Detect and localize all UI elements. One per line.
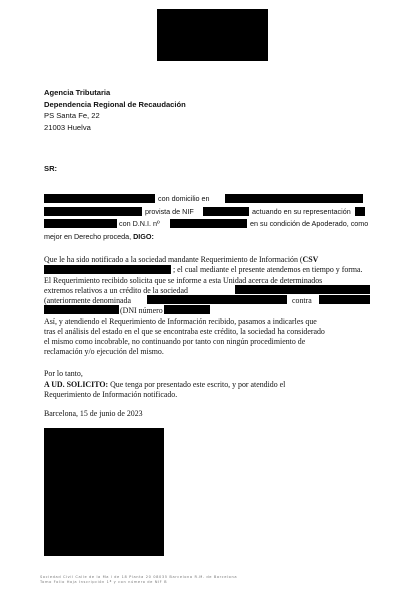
paragraph-2-dni: (DNI número [120, 306, 163, 315]
paragraph-1-line-1 [44, 255, 318, 264]
redacted-nif [203, 207, 249, 216]
redacted-former-name [147, 295, 287, 304]
digo-label: DIGO: [133, 232, 154, 241]
footer-legal-text [40, 575, 370, 585]
redacted-representative-name [44, 219, 117, 228]
footer-line-1: Sociedad Civil Calle de la Ma l de 18 Planta 20 08035 Barcelona R.M. de Barcelona [40, 575, 238, 579]
request-label: A UD. SOLICITO: [44, 380, 109, 389]
redacted-dni [170, 219, 247, 228]
intro-text-proceed-label: mejor en Derecho proceda, [44, 232, 132, 241]
recipient-name: Agencia Tributaria [44, 88, 111, 97]
closing-therefore: Por lo tanto, [44, 369, 83, 378]
intro-text-dni: con D.N.I. nº [119, 219, 160, 228]
intro-text-capacity: en su condición de Apoderado, como [250, 219, 369, 228]
recipient-address [44, 87, 186, 133]
intro-text-representation: actuando en su representación [252, 207, 351, 216]
paragraph-2-line-3: (anteriormente denominada [44, 296, 131, 305]
redacted-debtor-dni [164, 305, 210, 314]
paragraph-3-line-2: tras el análisis del estado en el que se encontraba este crédito, la sociedad ha considerado [44, 327, 325, 336]
redacted-address [225, 194, 363, 203]
redacted-csv [44, 265, 171, 274]
paragraph-3-line-3: el mismo como incobrable, no continuando por tanto con ningún procedimiento de [44, 337, 306, 346]
intro-text-domicile: con domicilio en [158, 194, 210, 203]
recipient-department: Dependencia Regional de Recaudación [44, 99, 186, 109]
redacted-address-cont [44, 207, 142, 216]
intro-text-nif: provista de NIF [145, 207, 194, 216]
redacted-representative [355, 207, 365, 216]
redacted-debtor-cont [44, 305, 119, 314]
paragraph-3-line-4: reclamación y/o ejecución del mismo. [44, 347, 164, 356]
request-line-2: Requerimiento de Información notificado. [44, 390, 178, 399]
redacted-company-name [44, 194, 155, 203]
paragraph-1-text: Que le ha sido notificado a la sociedad mandante Requerimiento de Información ( [44, 255, 303, 264]
request-line-1 [44, 380, 285, 389]
paragraph-2-line-2: extremos relativos a un crédito de la sociedad [44, 286, 188, 295]
csv-label: CSV [302, 255, 319, 264]
redacted-logo [157, 9, 268, 61]
salutation: SR: [44, 164, 58, 173]
request-text: Que tenga por presentado este escrito, y por atendido el [108, 380, 286, 389]
redacted-signature [44, 428, 164, 556]
redacted-debtor [319, 295, 370, 304]
redacted-credit-company [235, 285, 370, 294]
paragraph-2-against: contra [292, 296, 312, 305]
intro-text-proceed [44, 232, 154, 241]
paragraph-1-line-2: ; el cual mediante el presente atendemos en tiempo y forma. [173, 265, 363, 274]
recipient-street: PS Santa Fe, 22 [44, 111, 100, 120]
signature-date: Barcelona, 15 de junio de 2023 [44, 409, 143, 418]
footer-line-2: Tomo Folio Hoja Inscripción 1ª y con número de NIF B [40, 580, 168, 584]
paragraph-3-line-1: Así, y atendiendo el Requerimiento de Información recibido, pasamos a indicarles que [44, 317, 317, 326]
recipient-city: 21003 Huelva [44, 122, 91, 132]
paragraph-2-line-1: El Requerimiento recibido solicita que se informe a esta Unidad acerca de determinados [44, 276, 323, 285]
